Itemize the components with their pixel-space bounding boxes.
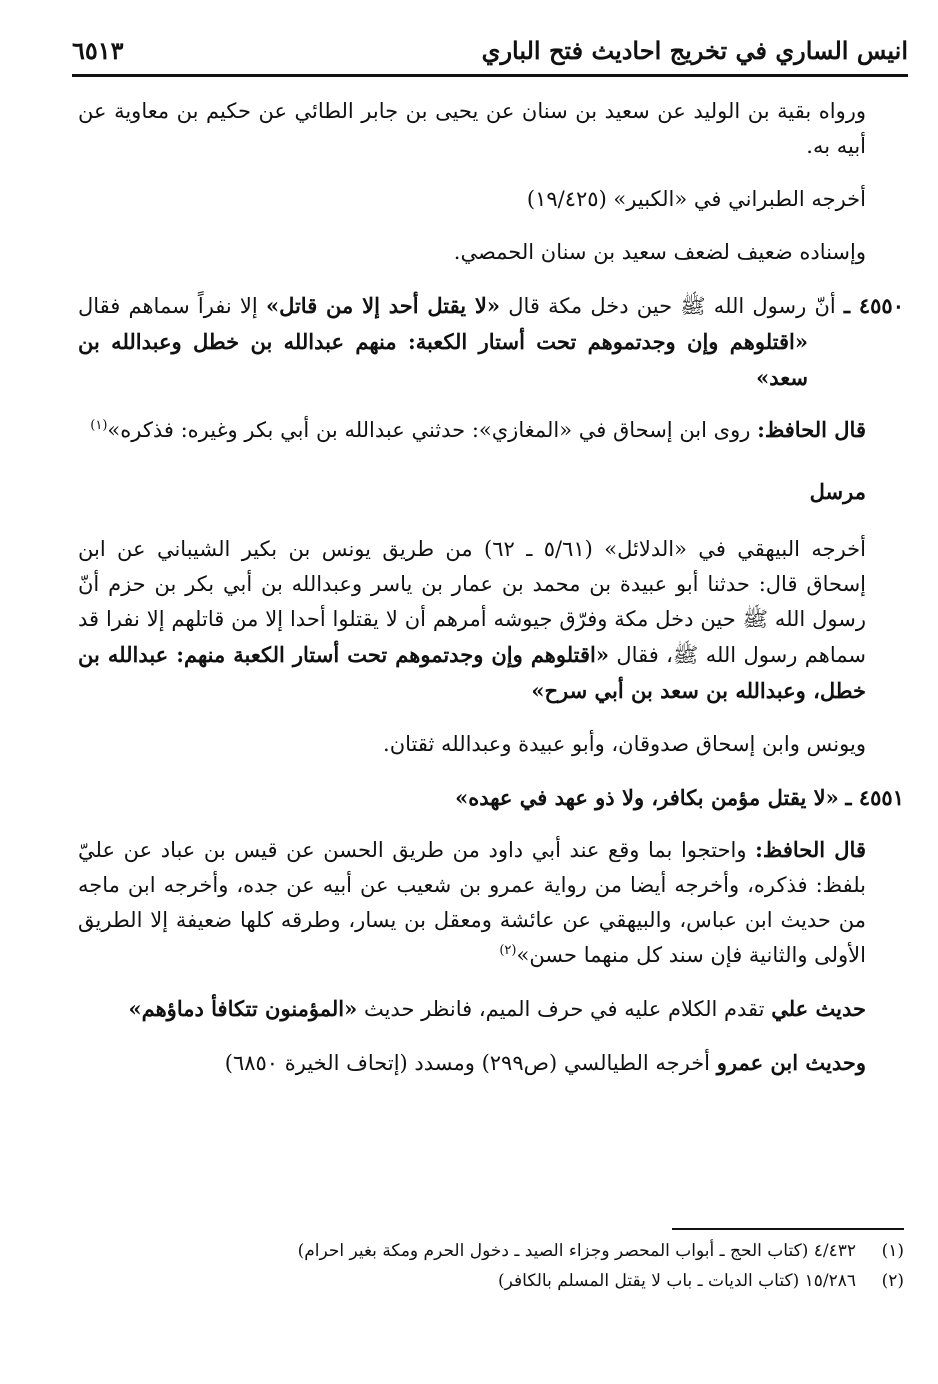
footnote-ref: (٢)	[499, 943, 517, 958]
paragraph-text: ورواه بقية بن الوليد عن سعيد بن سنان عن يحيى بن جابر الطائي عن حكيم بن معاوية عن أبيه به.	[78, 99, 866, 158]
footnote-2	[78, 1266, 904, 1296]
paragraph-riwaya	[78, 94, 904, 164]
hadith-4550	[78, 288, 904, 396]
hadith-quote: «اقتلوهم وإن وجدتموهم تحت أستار الكعبة: منهم عبدالله بن خطل وعبدالله بن سعد»	[78, 329, 808, 390]
hadith-ref: وحديث ابن عمرو	[716, 1050, 866, 1075]
paragraph-text: تقدم الكلام عليه في حرف الميم، فانظر حديث	[363, 997, 765, 1021]
main-text	[78, 94, 904, 1099]
footnote-number: (٢)	[881, 1271, 904, 1291]
footnote-number: (١)	[881, 1241, 904, 1261]
footnotes	[78, 1236, 904, 1296]
hadith-text: إلا نفراً سماهم فقال	[78, 294, 258, 318]
hadith-quote: «لا يقتل مؤمن بكافر، ولا ذو عهد في عهده»	[455, 785, 839, 810]
hadith-text: أنّ رسول الله ﷺ حين دخل مكة قال	[508, 294, 836, 318]
hadith-4551	[78, 780, 904, 816]
hadith-number: ٤٥٥٠ ـ	[843, 293, 904, 318]
grading-heading	[78, 474, 904, 510]
paragraph-text: روى ابن إسحاق في «المغازي»: حدثني عبدالله بن أبي بكر وغيره: فذكره»	[107, 418, 751, 442]
book-title: انيس الساري في تخريج احاديث فتح الباري	[481, 36, 908, 65]
hadith-number: ٤٥٥١ ـ	[845, 785, 904, 810]
footnote-text: ٤/٤٣٢ (كتاب الحج ـ أبواب المحصر وجزاء الصيد ـ دخول الحرم ومكة بغير احرام)	[297, 1241, 856, 1261]
hafiz-label: قال الحافظ:	[755, 837, 866, 862]
paragraph-takhrij-tabarani	[78, 182, 904, 217]
footnote-ref: (١)	[90, 418, 108, 433]
grading-label: مرسل	[809, 479, 866, 504]
paragraph-hafiz-4550	[78, 412, 904, 448]
hadith-quote: «لا يقتل أحد إلا من قاتل»	[265, 293, 501, 318]
paragraph-hafiz-4551	[78, 832, 904, 973]
paragraph-text: أخرجه الطبراني في «الكبير» (١٩/٤٢٥)	[526, 187, 866, 211]
footnote-separator	[672, 1228, 904, 1230]
running-header	[72, 30, 908, 77]
paragraph-isnad	[78, 235, 904, 270]
footnote-text: ١٥/٢٨٦ (كتاب الديات ـ باب لا يقتل المسلم بالكافر)	[498, 1271, 856, 1291]
paragraph-hadith-ibn-amr	[78, 1045, 904, 1081]
paragraph-text: ويونس وابن إسحاق صدوقان، وأبو عبيدة وعبدالله ثقتان.	[383, 732, 866, 756]
paragraph-text: أخرجه الطيالسي (ص٢٩٩) ومسدد (إتحاف الخيرة ٦٨٥٠)	[224, 1051, 711, 1075]
paragraph-narrators	[78, 727, 904, 762]
footnote-1	[78, 1236, 904, 1266]
hadith-ref: حديث علي	[771, 996, 866, 1021]
paragraph-text: واحتجوا بما وقع عند أبي داود من طريق الحسن عن قيس بن عباد عن عليّ بلفظ: فذكره، وأخرجه أيضا من رواية عمرو بن شعيب عن أبيه عن جده، وأخرجه ابن ماجه من حديث ابن عباس، والبيهقي عن عائشة ومعقل بن يسار، وطرقه كلها ضعيفة إلا الطريق الأولى والثانية فإن سند كل منهما حسن»	[78, 838, 866, 967]
paragraph-text: أخرجه البيهقي في «الدلائل» (٥/٦١ ـ ٦٢) من طريق يونس بن بكير الشيباني عن ابن إسحاق قال: حدثنا أبو عبيدة بن محمد بن عمار بن ياسر وعبدالله بن أبي بكر بن حزم أنّ رسول الله ﷺ حين دخل مكة وفرّق جيوشه أمرهم أن لا يقتلوا أحدا إلا من قاتلهم إلا نفرا قد سماهم رسول الله ﷺ، فقال	[78, 537, 866, 667]
paragraph-text: وإسناده ضعيف لضعف سعيد بن سنان الحمصي.	[453, 240, 866, 264]
paragraph-takhrij-bayhaqi	[78, 532, 904, 709]
paragraph-hadith-ali	[78, 991, 904, 1027]
hafiz-label: قال الحافظ:	[757, 417, 866, 442]
hadith-quote: «اقتلوهم وإن وجدتموهم تحت أستار الكعبة منهم: عبدالله بن خطل، وعبدالله بن سعد بن أبي سرح»	[78, 642, 866, 703]
hadith-quote: «المؤمنون تتكافأ دماؤهم»	[128, 996, 358, 1021]
page-number: ٦٥١٣	[72, 36, 124, 65]
